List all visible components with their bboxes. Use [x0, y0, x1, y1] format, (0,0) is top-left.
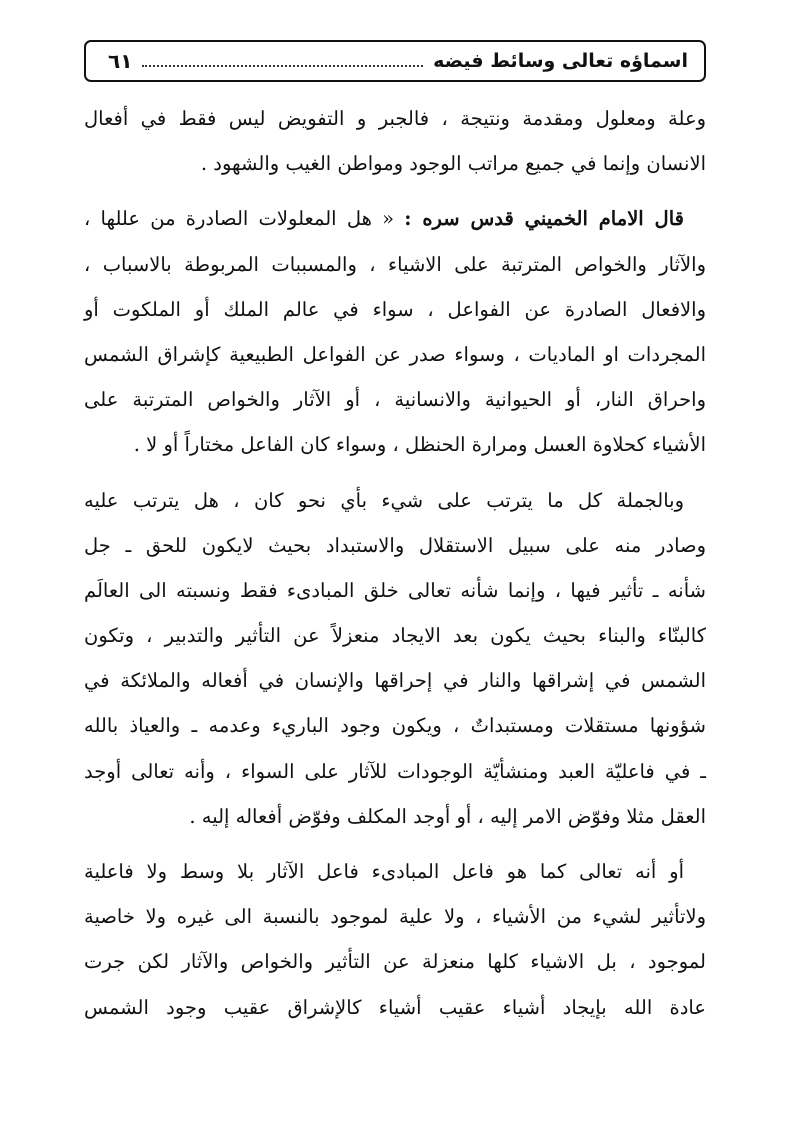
text-line: شؤونها مستقلات ومستبداتٌ ، ويكون وجود الباريء وعدمه ـ والعياذ بالله: [84, 714, 706, 738]
running-title: اسماؤه تعالى وسائط فيضه: [433, 50, 688, 72]
paragraph-4: [84, 849, 706, 1030]
page-number: ٦١: [108, 49, 133, 73]
paragraph-2: [84, 196, 706, 467]
text-line: وبالجملة كل ما يترتب على شيء بأي نحو كان ، هل يترتب عليه: [84, 488, 684, 512]
text-line: والافعال الصادرة عن الفواعل ، سواء في عالم الملك أو الملكوت أو: [84, 297, 706, 321]
text-line: وعلة ومعلول ومقدمة ونتيجة ، فالجبر و التفويض ليس فقط في أفعال: [84, 107, 706, 130]
text-line: كالبنّاء والبناء بحيث يكون بعد الايجاد منعزلاً عن التأثير والتدبير ، وتكون: [84, 624, 706, 648]
text-line: واحراق النار، أو الحيوانية والانسانية ، أو الآثار والخواص المترتبة على: [84, 388, 706, 412]
text-line: شأنه ـ تأثير فيها ، وإنما شأنه تعالى خلق المبادىء فقط ونسبته الى العالَم: [84, 578, 706, 602]
text-line-rest: « هل المعلولات الصادرة من عللها ،: [84, 207, 405, 231]
text-line: لموجود ، بل الاشياء كلها منعزلة عن التأثير والخواص والآثار لكن جرت: [84, 950, 706, 974]
text-line: ولاتأثير لشيء من الأشياء ، ولا علية لموجود بالنسبة الى غيره ولا خاصية: [84, 905, 706, 929]
paragraph-3: [84, 478, 706, 840]
text-line: الانسان وإنما في جميع مراتب الوجود ومواطن الغيب والشهود .: [200, 152, 706, 176]
text-line: العقل مثلا وفوّض الامر إليه ، أو أوجد المكلف وفوّض أفعاله إليه .: [189, 804, 706, 828]
text-line: ـ في فاعليّة العبد ومنشأيّة الوجودات للآثار على السواء ، وأنه تعالى أوجد: [84, 759, 706, 783]
text-line: المجردات او الماديات ، وسواء صدر عن الفواعل الطبيعية كإشراق الشمس: [84, 342, 706, 366]
text-line: وصادر منه على سبيل الاستقلال والاستبداد بحيث لايكون للحق ـ جل: [84, 533, 706, 557]
text-line: الشمس في إشراقها والنار في إحراقها والإنسان في أفعاله والملائكة في: [84, 669, 706, 693]
text-line: عادة الله بإيجاد أشياء عقيب أشياء كالإشراق عقيب وجود الشمس: [84, 995, 706, 1019]
text-line: والآثار والخواص المترتبة على الاشياء ، والمسببات المربوطة بالاسباب ،: [84, 252, 706, 276]
text-line: الأشياء كحلاوة العسل ومرارة الحنظل ، وسواء كان الفاعل مختاراً أو لا .: [133, 433, 706, 457]
text-line: [84, 196, 706, 241]
paragraph-1: [84, 96, 706, 186]
text-line: أو أنه تعالى كما هو فاعل المبادىء فاعل الآثار بلا وسط ولا فاعلية: [84, 860, 684, 883]
running-header: [84, 40, 706, 82]
quote-attribution: قال الامام الخميني قدس سره :: [404, 207, 684, 231]
page-body: [84, 96, 706, 1030]
dot-leader: [142, 55, 423, 67]
